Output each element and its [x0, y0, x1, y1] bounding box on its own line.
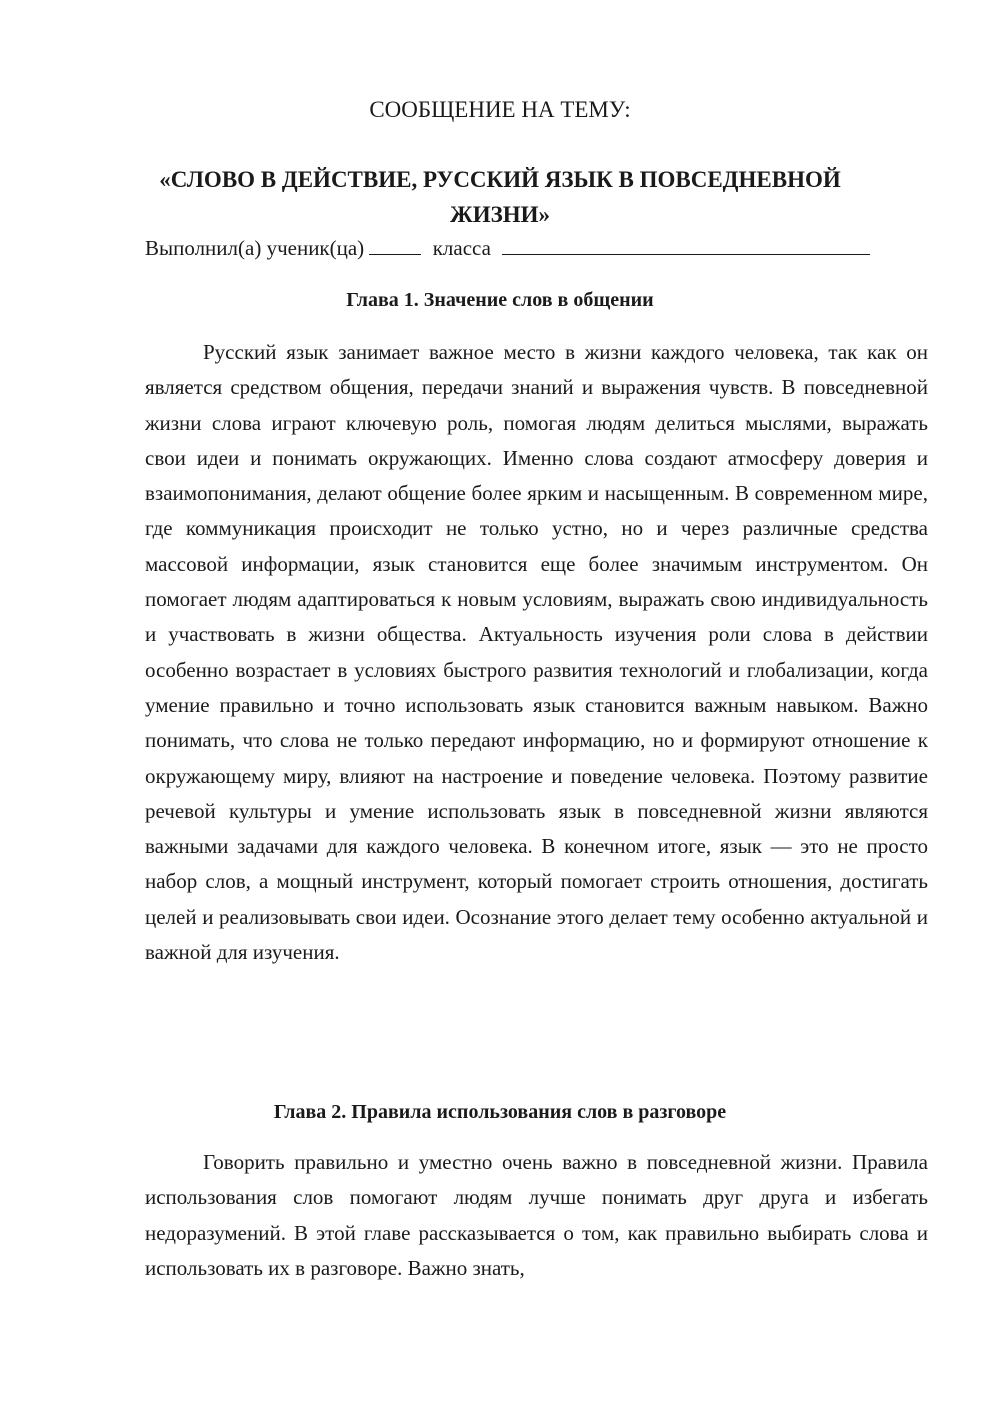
chapter-2-title: Глава 2. Правила использования слов в разговоре	[273, 1101, 727, 1123]
chapter-2-paragraph: Говорить правильно и уместно очень важно в повседневной жизни. Правила использования слов помогают людям лучше понимать друг друга и избегать недоразумений. В этой главе рассказывается о том, как правильно выбирать слова и использовать их в разговоре. Важно знать,	[145, 1150, 928, 1280]
chapter-1-paragraph: Русский язык занимает важное место в жизни каждого человека, так как он является средством общения, передачи знаний и выражения чувств. В повседневной жизни слова играют ключевую роль, помогая людям делиться мыслями, выражать свои идеи и понимать окружающих. Именно слова создают атмосферу доверия и взаимопонимания, делают общение более ярким и насыщенным. В современном мире, где коммуникация происходит не только устно, но и через различные средства массовой информации, язык становится еще более значимым инструментом. Он помогает людям адаптироваться к новым условиям, выражать свою индивидуальность и участвовать в жизни общества. Актуальность изучения роли слова в действии особенно возрастает в условиях быстрого развития технологий и глобализации, когда умение правильно и точно использовать язык становится важным навыком. Важно понимать, что слова не только передают информацию, но и формируют отношение к окружающему миру, влияют на настроение и поведение человека. Поэтому развитие речевой культуры и умение использовать язык в повседневной жизни являются важными задачами для каждого человека. В конечном итоге, язык — это не просто набор слов, а мощный инструмент, который помогает строить отношения, достигать целей и реализовывать свои идеи. Осознание этого делает тему особенно актуальной и важной для изучения.	[145, 340, 928, 965]
author-line	[145, 232, 935, 263]
document-title: «СЛОВО В ДЕЙСТВИЕ, РУССКИЙ ЯЗЫК В ПОВСЕДНЕВНОЙ ЖИЗНИ»	[159, 167, 841, 227]
grade-blank	[369, 232, 421, 255]
document-subject: СООБЩЕНИЕ НА ТЕМУ:	[369, 97, 631, 122]
chapter-1-title: Глава 1. Значение слов в общении	[346, 289, 654, 311]
author-label: Выполнил(а) ученик(ца)	[145, 236, 365, 260]
class-label: класса	[432, 236, 491, 260]
name-blank	[502, 232, 870, 255]
